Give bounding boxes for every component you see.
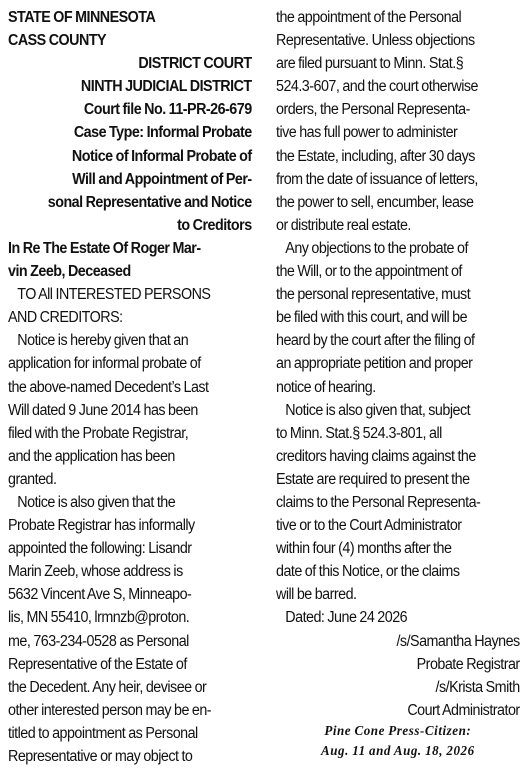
body-line: other interested person may be en- <box>8 701 212 719</box>
right-body-text <box>276 6 520 606</box>
notice-title-line: to Creditors <box>177 216 252 234</box>
body-line: notice of hearing. <box>276 378 376 396</box>
body-line: filed with the Probate Registrar, <box>8 424 189 442</box>
registrar-signature: /s/Samantha Haynes <box>396 632 520 650</box>
county-line: CASS COUNTY <box>8 32 107 50</box>
publication-name: Pine Cone Press-Citizen: <box>324 723 472 739</box>
body-line: Notice is also given that, subject <box>285 401 471 419</box>
administrator-signature: /s/Krista Smith <box>435 678 520 696</box>
body-line: lis, MN 55410, lrmnzb@proton. <box>8 609 190 627</box>
estate-line: In Re The Estate Of Roger Mar- <box>8 239 201 257</box>
left-body-text <box>8 283 252 768</box>
court-file-number: Court file No. 11-PR-26-679 <box>83 101 252 119</box>
body-line: appointed the following: Lisandr <box>8 540 192 558</box>
left-column <box>8 6 252 768</box>
body-line: or distribute real estate. <box>276 216 411 234</box>
body-line: will be barred. <box>276 586 357 604</box>
body-line: Will dated 9 June 2014 has been <box>8 401 198 419</box>
body-line: Notice is also given that the <box>17 493 176 511</box>
body-line: AND CREDITORS: <box>8 309 123 327</box>
body-line: from the date of issuance of letters, <box>276 170 478 188</box>
body-line: Estate are required to present the <box>276 470 470 488</box>
publication-dates: Aug. 11 and Aug. 18, 2026 <box>320 743 475 759</box>
body-line: 524.3-607, and the court otherwise <box>276 78 478 96</box>
body-line: Representative of the Estate of <box>8 655 187 673</box>
body-line: the Will, or to the appointment of <box>276 263 462 281</box>
body-line: be filed with this court, and will be <box>276 309 468 327</box>
body-line: orders, the Personal Representa- <box>276 101 470 119</box>
body-line: application for informal probate of <box>8 355 201 373</box>
right-column <box>276 6 520 762</box>
body-line: heard by the court after the filing of <box>276 332 475 350</box>
notice-title-line: Notice of Informal Probate of <box>71 147 252 165</box>
body-line: within four (4) months after the <box>276 540 452 558</box>
body-line: to Minn. Stat.§ 524.3-801, all <box>276 424 442 442</box>
body-line: Probate Registrar has informally <box>8 517 195 535</box>
body-line: TO All INTERESTED PERSONS <box>17 286 211 304</box>
body-line: and the application has been <box>8 447 175 465</box>
body-line: the personal representative, must <box>276 286 471 304</box>
body-line: 5632 Vincent Ave S, Minneapo- <box>8 586 192 604</box>
court-line: DISTRICT COURT <box>138 55 252 73</box>
body-line: Notice is hereby given that an <box>17 332 189 350</box>
body-line: me, 763-234-0528 as Personal <box>8 632 189 650</box>
body-line: claims to the Personal Representa- <box>276 493 481 511</box>
body-line: tive or to the Court Administrator <box>276 517 462 535</box>
district-line: NINTH JUDICIAL DISTRICT <box>80 78 252 96</box>
dated-line: Dated: June 24 2026 <box>285 609 408 627</box>
body-line: the Decedent. Any heir, devisee or <box>8 678 207 696</box>
notice-title-line: Will and Appointment of Per- <box>72 170 252 188</box>
body-line: date of this Notice, or the claims <box>276 563 460 581</box>
estate-line: vin Zeeb, Deceased <box>8 263 131 281</box>
body-line: Marin Zeeb, whose address is <box>8 563 183 581</box>
body-line: an appropriate petition and proper <box>276 355 473 373</box>
body-line: the appointment of the Personal <box>276 9 462 26</box>
body-line: titled to appointment as Personal <box>8 724 198 742</box>
body-line: Representative or may object to <box>8 748 193 765</box>
notice-title-line: sonal Representative and Notice <box>47 193 252 211</box>
registrar-title: Probate Registrar <box>416 655 520 673</box>
body-line: the power to sell, encumber, lease <box>276 193 474 211</box>
body-line: granted. <box>8 470 57 488</box>
body-line: the Estate, including, after 30 days <box>276 147 475 165</box>
body-line: Any objections to the probate of <box>285 239 468 257</box>
body-line: tive has full power to administer <box>276 124 458 142</box>
body-line: the above-named Decedent’s Last <box>8 378 209 396</box>
body-line: Representative. Unless objections <box>276 32 475 50</box>
administrator-title: Court Administrator <box>407 701 520 719</box>
body-line: are filed pursuant to Minn. Stat.§ <box>276 55 464 73</box>
state-line: STATE OF MINNESOTA <box>8 9 156 26</box>
body-line: creditors having claims against the <box>276 447 476 465</box>
case-type: Case Type: Informal Probate <box>73 124 252 142</box>
